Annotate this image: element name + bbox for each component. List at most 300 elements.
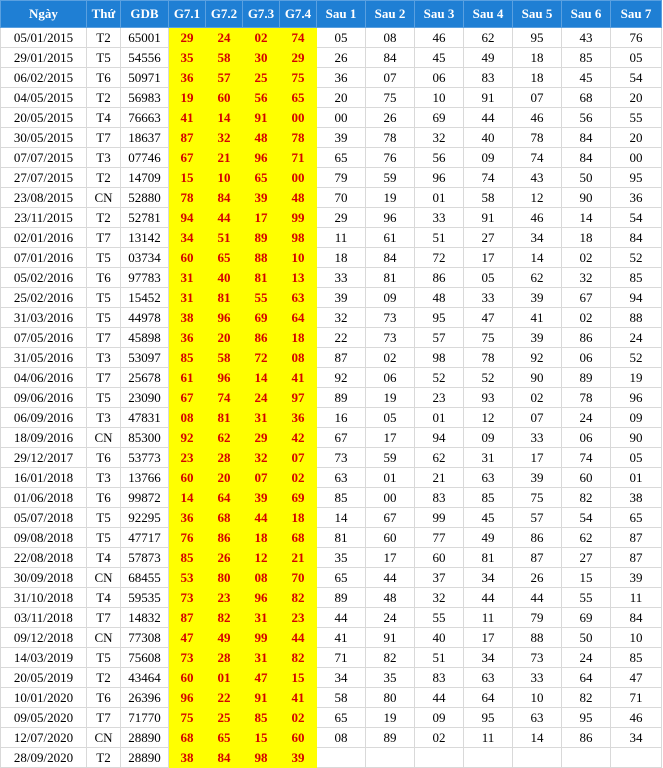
sau-cell: 57 xyxy=(513,508,562,528)
sau-cell: 95 xyxy=(562,708,611,728)
sau-cell: 72 xyxy=(415,248,464,268)
g7-cell: 87 xyxy=(169,608,206,628)
g7-cell: 31 xyxy=(169,288,206,308)
gdb-cell: 47717 xyxy=(121,528,169,548)
weekday-cell: T2 xyxy=(87,748,121,768)
g7-cell: 63 xyxy=(280,288,317,308)
weekday-cell: T3 xyxy=(87,468,121,488)
date-cell: 29/01/2015 xyxy=(1,48,87,68)
date-cell: 18/09/2016 xyxy=(1,428,87,448)
gdb-cell: 43464 xyxy=(121,668,169,688)
column-header: Sau 6 xyxy=(562,1,611,28)
sau-cell: 83 xyxy=(415,668,464,688)
sau-cell: 80 xyxy=(366,688,415,708)
table-row xyxy=(1,288,662,308)
sau-cell: 78 xyxy=(562,388,611,408)
sau-cell: 17 xyxy=(513,448,562,468)
g7-cell: 25 xyxy=(243,68,280,88)
gdb-cell: 28890 xyxy=(121,748,169,768)
sau-cell: 05 xyxy=(317,28,366,48)
g7-cell: 18 xyxy=(280,328,317,348)
table-row xyxy=(1,108,662,128)
sau-cell: 19 xyxy=(366,388,415,408)
g7-cell: 65 xyxy=(206,728,243,748)
sau-cell: 71 xyxy=(611,688,662,708)
g7-cell: 47 xyxy=(243,668,280,688)
sau-cell: 52 xyxy=(415,368,464,388)
sau-cell: 39 xyxy=(513,468,562,488)
g7-cell: 40 xyxy=(206,268,243,288)
gdb-cell: 57873 xyxy=(121,548,169,568)
weekday-cell: T5 xyxy=(87,308,121,328)
sau-cell: 14 xyxy=(562,208,611,228)
sau-cell: 18 xyxy=(513,48,562,68)
sau-cell: 32 xyxy=(415,128,464,148)
sau-cell: 34 xyxy=(317,668,366,688)
weekday-cell: CN xyxy=(87,568,121,588)
table-row xyxy=(1,168,662,188)
g7-cell: 41 xyxy=(280,688,317,708)
sau-cell: 33 xyxy=(513,668,562,688)
g7-cell: 84 xyxy=(206,188,243,208)
sau-cell: 46 xyxy=(415,28,464,48)
sau-cell: 76 xyxy=(611,28,662,48)
g7-cell: 32 xyxy=(243,448,280,468)
sau-cell: 50 xyxy=(562,628,611,648)
sau-cell: 60 xyxy=(415,548,464,568)
gdb-cell: 53773 xyxy=(121,448,169,468)
g7-cell: 96 xyxy=(243,588,280,608)
sau-cell: 96 xyxy=(415,168,464,188)
date-cell: 20/05/2019 xyxy=(1,668,87,688)
gdb-cell: 44978 xyxy=(121,308,169,328)
sau-cell: 14 xyxy=(513,248,562,268)
gdb-cell: 59535 xyxy=(121,588,169,608)
date-cell: 14/03/2019 xyxy=(1,648,87,668)
column-header: Sau 3 xyxy=(415,1,464,28)
date-cell: 31/03/2016 xyxy=(1,308,87,328)
sau-cell: 85 xyxy=(562,48,611,68)
sau-cell: 16 xyxy=(317,408,366,428)
column-header: Sau 4 xyxy=(464,1,513,28)
g7-cell: 39 xyxy=(243,188,280,208)
sau-cell: 69 xyxy=(562,608,611,628)
sau-cell: 31 xyxy=(464,448,513,468)
g7-cell: 30 xyxy=(243,48,280,68)
gdb-cell: 56983 xyxy=(121,88,169,108)
gdb-cell: 23090 xyxy=(121,388,169,408)
sau-cell: 00 xyxy=(611,148,662,168)
sau-cell: 79 xyxy=(513,608,562,628)
table-row xyxy=(1,68,662,88)
sau-cell: 54 xyxy=(562,508,611,528)
g7-cell: 21 xyxy=(280,548,317,568)
gdb-cell: 45898 xyxy=(121,328,169,348)
gdb-cell: 14832 xyxy=(121,608,169,628)
sau-cell: 64 xyxy=(562,668,611,688)
gdb-cell: 85300 xyxy=(121,428,169,448)
sau-cell: 55 xyxy=(611,108,662,128)
weekday-cell: T6 xyxy=(87,688,121,708)
sau-cell: 65 xyxy=(611,508,662,528)
sau-cell: 54 xyxy=(611,208,662,228)
sau-cell: 27 xyxy=(562,548,611,568)
g7-cell: 39 xyxy=(280,748,317,768)
weekday-cell: T5 xyxy=(87,528,121,548)
sau-cell: 37 xyxy=(415,568,464,588)
weekday-cell: T5 xyxy=(87,508,121,528)
gdb-cell: 18637 xyxy=(121,128,169,148)
g7-cell: 81 xyxy=(206,288,243,308)
sau-cell: 86 xyxy=(415,268,464,288)
g7-cell: 41 xyxy=(280,368,317,388)
sau-cell: 91 xyxy=(366,628,415,648)
weekday-cell: T3 xyxy=(87,408,121,428)
gdb-cell: 75608 xyxy=(121,648,169,668)
g7-cell: 70 xyxy=(280,568,317,588)
table-row xyxy=(1,728,662,748)
sau-cell: 85 xyxy=(464,488,513,508)
g7-cell: 98 xyxy=(243,748,280,768)
sau-cell: 44 xyxy=(415,688,464,708)
g7-cell: 21 xyxy=(206,148,243,168)
table-row xyxy=(1,568,662,588)
g7-cell: 47 xyxy=(169,628,206,648)
g7-cell: 86 xyxy=(206,528,243,548)
g7-cell: 78 xyxy=(169,188,206,208)
column-header: G7.4 xyxy=(280,1,317,28)
g7-cell: 60 xyxy=(206,88,243,108)
table-row xyxy=(1,188,662,208)
date-cell: 04/05/2015 xyxy=(1,88,87,108)
weekday-cell: T2 xyxy=(87,28,121,48)
sau-cell: 90 xyxy=(562,188,611,208)
g7-cell: 14 xyxy=(169,488,206,508)
column-header: G7.3 xyxy=(243,1,280,28)
sau-cell: 67 xyxy=(317,428,366,448)
date-cell: 29/12/2017 xyxy=(1,448,87,468)
date-cell: 16/01/2018 xyxy=(1,468,87,488)
g7-cell: 58 xyxy=(206,348,243,368)
sau-cell: 91 xyxy=(464,88,513,108)
sau-cell: 19 xyxy=(611,368,662,388)
sau-cell: 82 xyxy=(366,648,415,668)
sau-cell: 99 xyxy=(415,508,464,528)
gdb-cell: 68455 xyxy=(121,568,169,588)
weekday-cell: T5 xyxy=(87,388,121,408)
gdb-cell: 97783 xyxy=(121,268,169,288)
column-header: G7.2 xyxy=(206,1,243,28)
table-row xyxy=(1,468,662,488)
g7-cell: 58 xyxy=(206,48,243,68)
weekday-cell: CN xyxy=(87,728,121,748)
weekday-cell: T4 xyxy=(87,548,121,568)
date-cell: 10/01/2020 xyxy=(1,688,87,708)
sau-cell: 89 xyxy=(366,728,415,748)
sau-cell: 86 xyxy=(562,328,611,348)
sau-cell: 75 xyxy=(366,88,415,108)
g7-cell: 38 xyxy=(169,308,206,328)
sau-cell: 06 xyxy=(415,68,464,88)
g7-cell: 64 xyxy=(206,488,243,508)
column-header: Thứ xyxy=(87,1,121,28)
g7-cell: 36 xyxy=(169,508,206,528)
table-row xyxy=(1,448,662,468)
sau-cell xyxy=(464,748,513,768)
sau-cell: 07 xyxy=(513,408,562,428)
sau-cell: 38 xyxy=(611,488,662,508)
g7-cell: 64 xyxy=(280,308,317,328)
sau-cell: 67 xyxy=(562,288,611,308)
sau-cell: 95 xyxy=(415,308,464,328)
g7-cell: 24 xyxy=(206,28,243,48)
weekday-cell: T6 xyxy=(87,68,121,88)
sau-cell: 73 xyxy=(317,448,366,468)
g7-cell: 41 xyxy=(169,108,206,128)
column-header: Sau 5 xyxy=(513,1,562,28)
g7-cell: 99 xyxy=(243,628,280,648)
sau-cell: 10 xyxy=(611,628,662,648)
sau-cell: 06 xyxy=(366,368,415,388)
g7-cell: 87 xyxy=(169,128,206,148)
g7-cell: 23 xyxy=(280,608,317,628)
table-row xyxy=(1,28,662,48)
sau-cell: 36 xyxy=(317,68,366,88)
sau-cell: 24 xyxy=(611,328,662,348)
sau-cell: 45 xyxy=(415,48,464,68)
sau-cell: 01 xyxy=(415,188,464,208)
sau-cell: 96 xyxy=(366,208,415,228)
table-row xyxy=(1,388,662,408)
g7-cell: 44 xyxy=(206,208,243,228)
sau-cell: 24 xyxy=(562,648,611,668)
table-row xyxy=(1,368,662,388)
g7-cell: 71 xyxy=(280,148,317,168)
gdb-cell: 28890 xyxy=(121,728,169,748)
sau-cell xyxy=(611,748,662,768)
gdb-cell: 13142 xyxy=(121,228,169,248)
table-row xyxy=(1,688,662,708)
table-header xyxy=(1,1,662,28)
sau-cell: 12 xyxy=(464,408,513,428)
g7-cell: 86 xyxy=(243,328,280,348)
sau-cell: 52 xyxy=(611,248,662,268)
g7-cell: 49 xyxy=(206,628,243,648)
gdb-cell: 65001 xyxy=(121,28,169,48)
g7-cell: 02 xyxy=(243,28,280,48)
gdb-cell: 50971 xyxy=(121,68,169,88)
g7-cell: 57 xyxy=(206,68,243,88)
sau-cell: 05 xyxy=(611,48,662,68)
g7-cell: 39 xyxy=(243,488,280,508)
date-cell: 09/08/2018 xyxy=(1,528,87,548)
sau-cell: 78 xyxy=(366,128,415,148)
sau-cell: 93 xyxy=(464,388,513,408)
sau-cell: 88 xyxy=(611,308,662,328)
gdb-cell: 76663 xyxy=(121,108,169,128)
sau-cell xyxy=(366,748,415,768)
sau-cell: 46 xyxy=(513,108,562,128)
sau-cell: 47 xyxy=(611,668,662,688)
sau-cell: 65 xyxy=(317,148,366,168)
g7-cell: 07 xyxy=(280,448,317,468)
sau-cell: 75 xyxy=(464,328,513,348)
gdb-cell: 52880 xyxy=(121,188,169,208)
header-row xyxy=(1,1,662,28)
sau-cell: 79 xyxy=(317,168,366,188)
sau-cell: 89 xyxy=(317,588,366,608)
g7-cell: 31 xyxy=(243,408,280,428)
g7-cell: 26 xyxy=(206,548,243,568)
g7-cell: 65 xyxy=(206,248,243,268)
g7-cell: 91 xyxy=(243,688,280,708)
sau-cell: 15 xyxy=(562,568,611,588)
weekday-cell: T2 xyxy=(87,88,121,108)
sau-cell: 09 xyxy=(464,148,513,168)
sau-cell: 39 xyxy=(317,128,366,148)
sau-cell: 82 xyxy=(562,688,611,708)
sau-cell: 45 xyxy=(562,68,611,88)
table-row xyxy=(1,208,662,228)
sau-cell: 32 xyxy=(415,588,464,608)
sau-cell: 01 xyxy=(366,468,415,488)
gdb-cell: 26396 xyxy=(121,688,169,708)
sau-cell: 19 xyxy=(366,708,415,728)
date-cell: 02/01/2016 xyxy=(1,228,87,248)
table-row xyxy=(1,248,662,268)
sau-cell: 11 xyxy=(317,228,366,248)
g7-cell: 02 xyxy=(280,468,317,488)
sau-cell: 00 xyxy=(366,488,415,508)
sau-cell: 91 xyxy=(464,208,513,228)
g7-cell: 20 xyxy=(206,468,243,488)
g7-cell: 73 xyxy=(169,588,206,608)
sau-cell: 55 xyxy=(415,608,464,628)
sau-cell: 90 xyxy=(513,368,562,388)
sau-cell: 96 xyxy=(611,388,662,408)
sau-cell xyxy=(562,748,611,768)
table-row xyxy=(1,308,662,328)
table-row xyxy=(1,668,662,688)
g7-cell: 82 xyxy=(206,608,243,628)
g7-cell: 48 xyxy=(280,188,317,208)
gdb-cell: 92295 xyxy=(121,508,169,528)
sau-cell: 59 xyxy=(366,168,415,188)
sau-cell: 41 xyxy=(513,308,562,328)
date-cell: 25/02/2016 xyxy=(1,288,87,308)
sau-cell: 90 xyxy=(611,428,662,448)
g7-cell: 23 xyxy=(206,588,243,608)
sau-cell: 73 xyxy=(513,648,562,668)
g7-cell: 98 xyxy=(280,228,317,248)
table-row xyxy=(1,488,662,508)
gdb-cell: 71770 xyxy=(121,708,169,728)
sau-cell: 57 xyxy=(415,328,464,348)
g7-cell: 28 xyxy=(206,648,243,668)
sau-cell: 95 xyxy=(513,28,562,48)
g7-cell: 56 xyxy=(243,88,280,108)
g7-cell: 76 xyxy=(169,528,206,548)
sau-cell: 12 xyxy=(513,188,562,208)
sau-cell: 10 xyxy=(415,88,464,108)
sau-cell: 39 xyxy=(317,288,366,308)
sau-cell: 26 xyxy=(366,108,415,128)
sau-cell: 84 xyxy=(366,248,415,268)
date-cell: 06/02/2015 xyxy=(1,68,87,88)
sau-cell: 17 xyxy=(366,428,415,448)
sau-cell: 34 xyxy=(464,568,513,588)
g7-cell: 85 xyxy=(169,348,206,368)
weekday-cell: T5 xyxy=(87,648,121,668)
sau-cell: 34 xyxy=(464,648,513,668)
date-cell: 05/02/2016 xyxy=(1,268,87,288)
sau-cell: 81 xyxy=(464,548,513,568)
sau-cell: 63 xyxy=(513,708,562,728)
g7-cell: 61 xyxy=(169,368,206,388)
weekday-cell: CN xyxy=(87,428,121,448)
sau-cell: 87 xyxy=(611,528,662,548)
sau-cell: 08 xyxy=(317,728,366,748)
sau-cell: 07 xyxy=(366,68,415,88)
sau-cell: 23 xyxy=(415,388,464,408)
date-cell: 07/01/2016 xyxy=(1,248,87,268)
g7-cell: 42 xyxy=(280,428,317,448)
sau-cell: 39 xyxy=(513,288,562,308)
table-row xyxy=(1,148,662,168)
column-header: Ngày xyxy=(1,1,87,28)
sau-cell: 75 xyxy=(513,488,562,508)
g7-cell: 14 xyxy=(243,368,280,388)
date-cell: 23/08/2015 xyxy=(1,188,87,208)
g7-cell: 68 xyxy=(206,508,243,528)
g7-cell: 94 xyxy=(169,208,206,228)
g7-cell: 96 xyxy=(206,308,243,328)
sau-cell: 63 xyxy=(464,668,513,688)
date-cell: 01/06/2018 xyxy=(1,488,87,508)
sau-cell: 11 xyxy=(464,608,513,628)
sau-cell: 69 xyxy=(415,108,464,128)
g7-cell: 96 xyxy=(169,688,206,708)
sau-cell: 02 xyxy=(513,388,562,408)
g7-cell: 85 xyxy=(169,548,206,568)
g7-cell: 60 xyxy=(169,468,206,488)
g7-cell: 97 xyxy=(280,388,317,408)
g7-cell: 44 xyxy=(280,628,317,648)
g7-cell: 75 xyxy=(280,68,317,88)
weekday-cell: T2 xyxy=(87,208,121,228)
weekday-cell: T5 xyxy=(87,288,121,308)
g7-cell: 13 xyxy=(280,268,317,288)
sau-cell: 62 xyxy=(415,448,464,468)
weekday-cell: T4 xyxy=(87,108,121,128)
weekday-cell: T4 xyxy=(87,588,121,608)
sau-cell: 81 xyxy=(366,268,415,288)
gdb-cell: 07746 xyxy=(121,148,169,168)
sau-cell: 60 xyxy=(366,528,415,548)
sau-cell: 50 xyxy=(562,168,611,188)
sau-cell: 26 xyxy=(317,48,366,68)
g7-cell: 53 xyxy=(169,568,206,588)
date-cell: 09/05/2020 xyxy=(1,708,87,728)
g7-cell: 18 xyxy=(243,528,280,548)
g7-cell: 36 xyxy=(169,68,206,88)
g7-cell: 89 xyxy=(243,228,280,248)
weekday-cell: T6 xyxy=(87,268,121,288)
sau-cell: 52 xyxy=(611,348,662,368)
weekday-cell: CN xyxy=(87,628,121,648)
g7-cell: 32 xyxy=(206,128,243,148)
sau-cell: 81 xyxy=(317,528,366,548)
